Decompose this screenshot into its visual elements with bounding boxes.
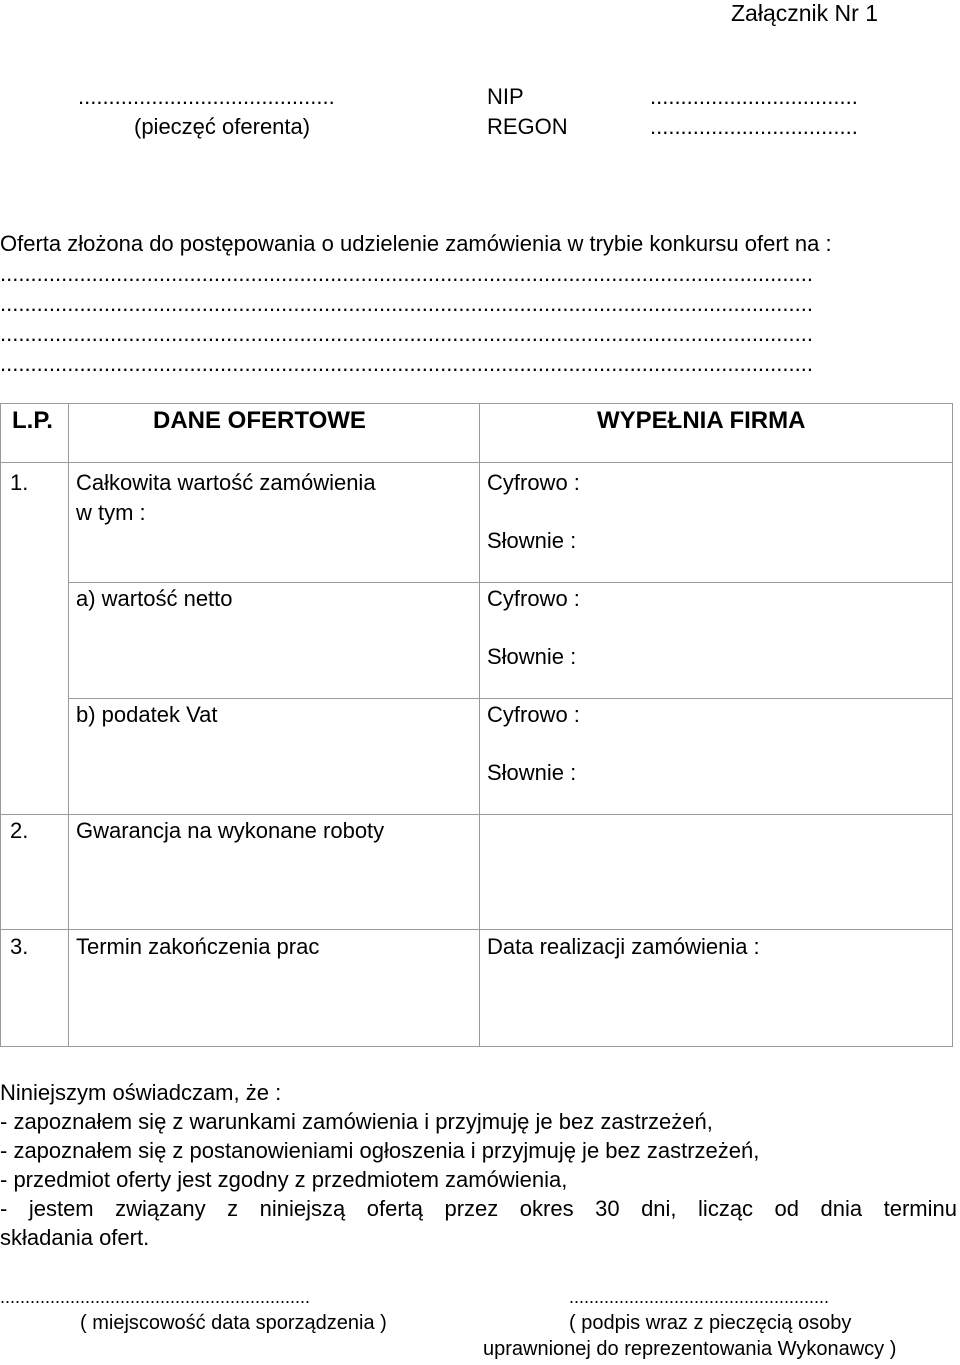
table-border-right — [952, 403, 953, 1047]
table-border-left — [0, 403, 1, 1047]
declaration-item: - zapoznałem się z postanowieniami ogłoszenia i przyjmuję je bez zastrzeżeń, — [0, 1138, 760, 1163]
table-border-bottom — [0, 1046, 953, 1047]
nip-dots: .................................. — [650, 84, 858, 109]
table-col-divider-2 — [479, 403, 480, 1047]
table-row-divider-head — [0, 462, 953, 463]
signature-dots: .................................................... — [569, 1287, 830, 1307]
offer-dots-line-4: ..................................................................................................................................... — [0, 353, 813, 375]
signature-label-line2: uprawnionej do reprezentowania Wykonawcy ) — [483, 1338, 897, 1360]
row1-number: 1. — [10, 470, 29, 495]
col-header-firm: WYPEŁNIA FIRMA — [597, 407, 806, 434]
row1a-words-field[interactable]: Słownie : — [487, 644, 577, 669]
row1-digits-field[interactable]: Cyfrowo : — [487, 470, 580, 495]
row2-number: 2. — [10, 818, 29, 843]
offer-dots-line-1: ..................................................................................................................................... — [0, 263, 813, 285]
table-col-divider-1 — [68, 403, 69, 1047]
place-date-label: ( miejscowość data sporządzenia ) — [80, 1312, 387, 1334]
place-date-dots: .............................................................. — [0, 1287, 311, 1307]
declaration-item: - zapoznałem się z warunkami zamówienia i przyjmuję je bez zastrzeżeń, — [0, 1109, 713, 1134]
row2-label: Gwarancja na wykonane roboty — [76, 818, 385, 843]
declaration-item-last-cont: składania ofert. — [0, 1225, 150, 1250]
row1-label-line1: Całkowita wartość zamówienia — [76, 470, 376, 495]
offer-dots-line-2: ..................................................................................................................................... — [0, 293, 813, 315]
row1-label-line2: w tym : — [76, 500, 146, 525]
declaration-intro: Niniejszym oświadczam, że : — [0, 1080, 282, 1105]
offer-dots-line-3: ..................................................................................................................................... — [0, 323, 813, 345]
row1-words-field[interactable]: Słownie : — [487, 528, 577, 553]
row3-label: Termin zakończenia prac — [76, 934, 320, 959]
row1b-digits-field[interactable]: Cyfrowo : — [487, 702, 580, 727]
regon-label: REGON — [487, 114, 568, 139]
table-row-divider-2 — [0, 814, 953, 815]
offer-intro: Oferta złożona do postępowania o udzielenie zamówienia w trybie konkursu ofert na : — [0, 231, 832, 256]
table-border-top — [0, 403, 953, 404]
declaration-item-last: - jestem związany z niniejszą ofertą przez okres 30 dni, licząc od dnia terminu — [0, 1196, 957, 1221]
row1a-label: a) wartość netto — [76, 586, 233, 611]
table-row-divider-1b — [68, 698, 953, 699]
row1b-words-field[interactable]: Słownie : — [487, 760, 577, 785]
nip-label: NIP — [487, 84, 524, 109]
table-row-divider-3 — [0, 929, 953, 930]
stamp-label: (pieczęć oferenta) — [134, 114, 311, 139]
row1b-label: b) podatek Vat — [76, 702, 218, 727]
row3-number: 3. — [10, 934, 29, 959]
declaration-item: - przedmiot oferty jest zgodny z przedmiotem zamówienia, — [0, 1167, 568, 1192]
regon-dots: .................................. — [650, 114, 858, 139]
table-row-divider-1a — [68, 582, 953, 583]
col-header-lp: L.P. — [12, 407, 53, 434]
row3-value-field[interactable]: Data realizacji zamówienia : — [487, 934, 760, 959]
stamp-dots: .......................................... — [78, 84, 335, 109]
col-header-data: DANE OFERTOWE — [153, 407, 366, 434]
signature-label-line1: ( podpis wraz z pieczęcią osoby — [569, 1312, 852, 1334]
row1a-digits-field[interactable]: Cyfrowo : — [487, 586, 580, 611]
annex-label: Załącznik Nr 1 — [731, 0, 878, 26]
row2-value-field[interactable] — [487, 820, 947, 920]
